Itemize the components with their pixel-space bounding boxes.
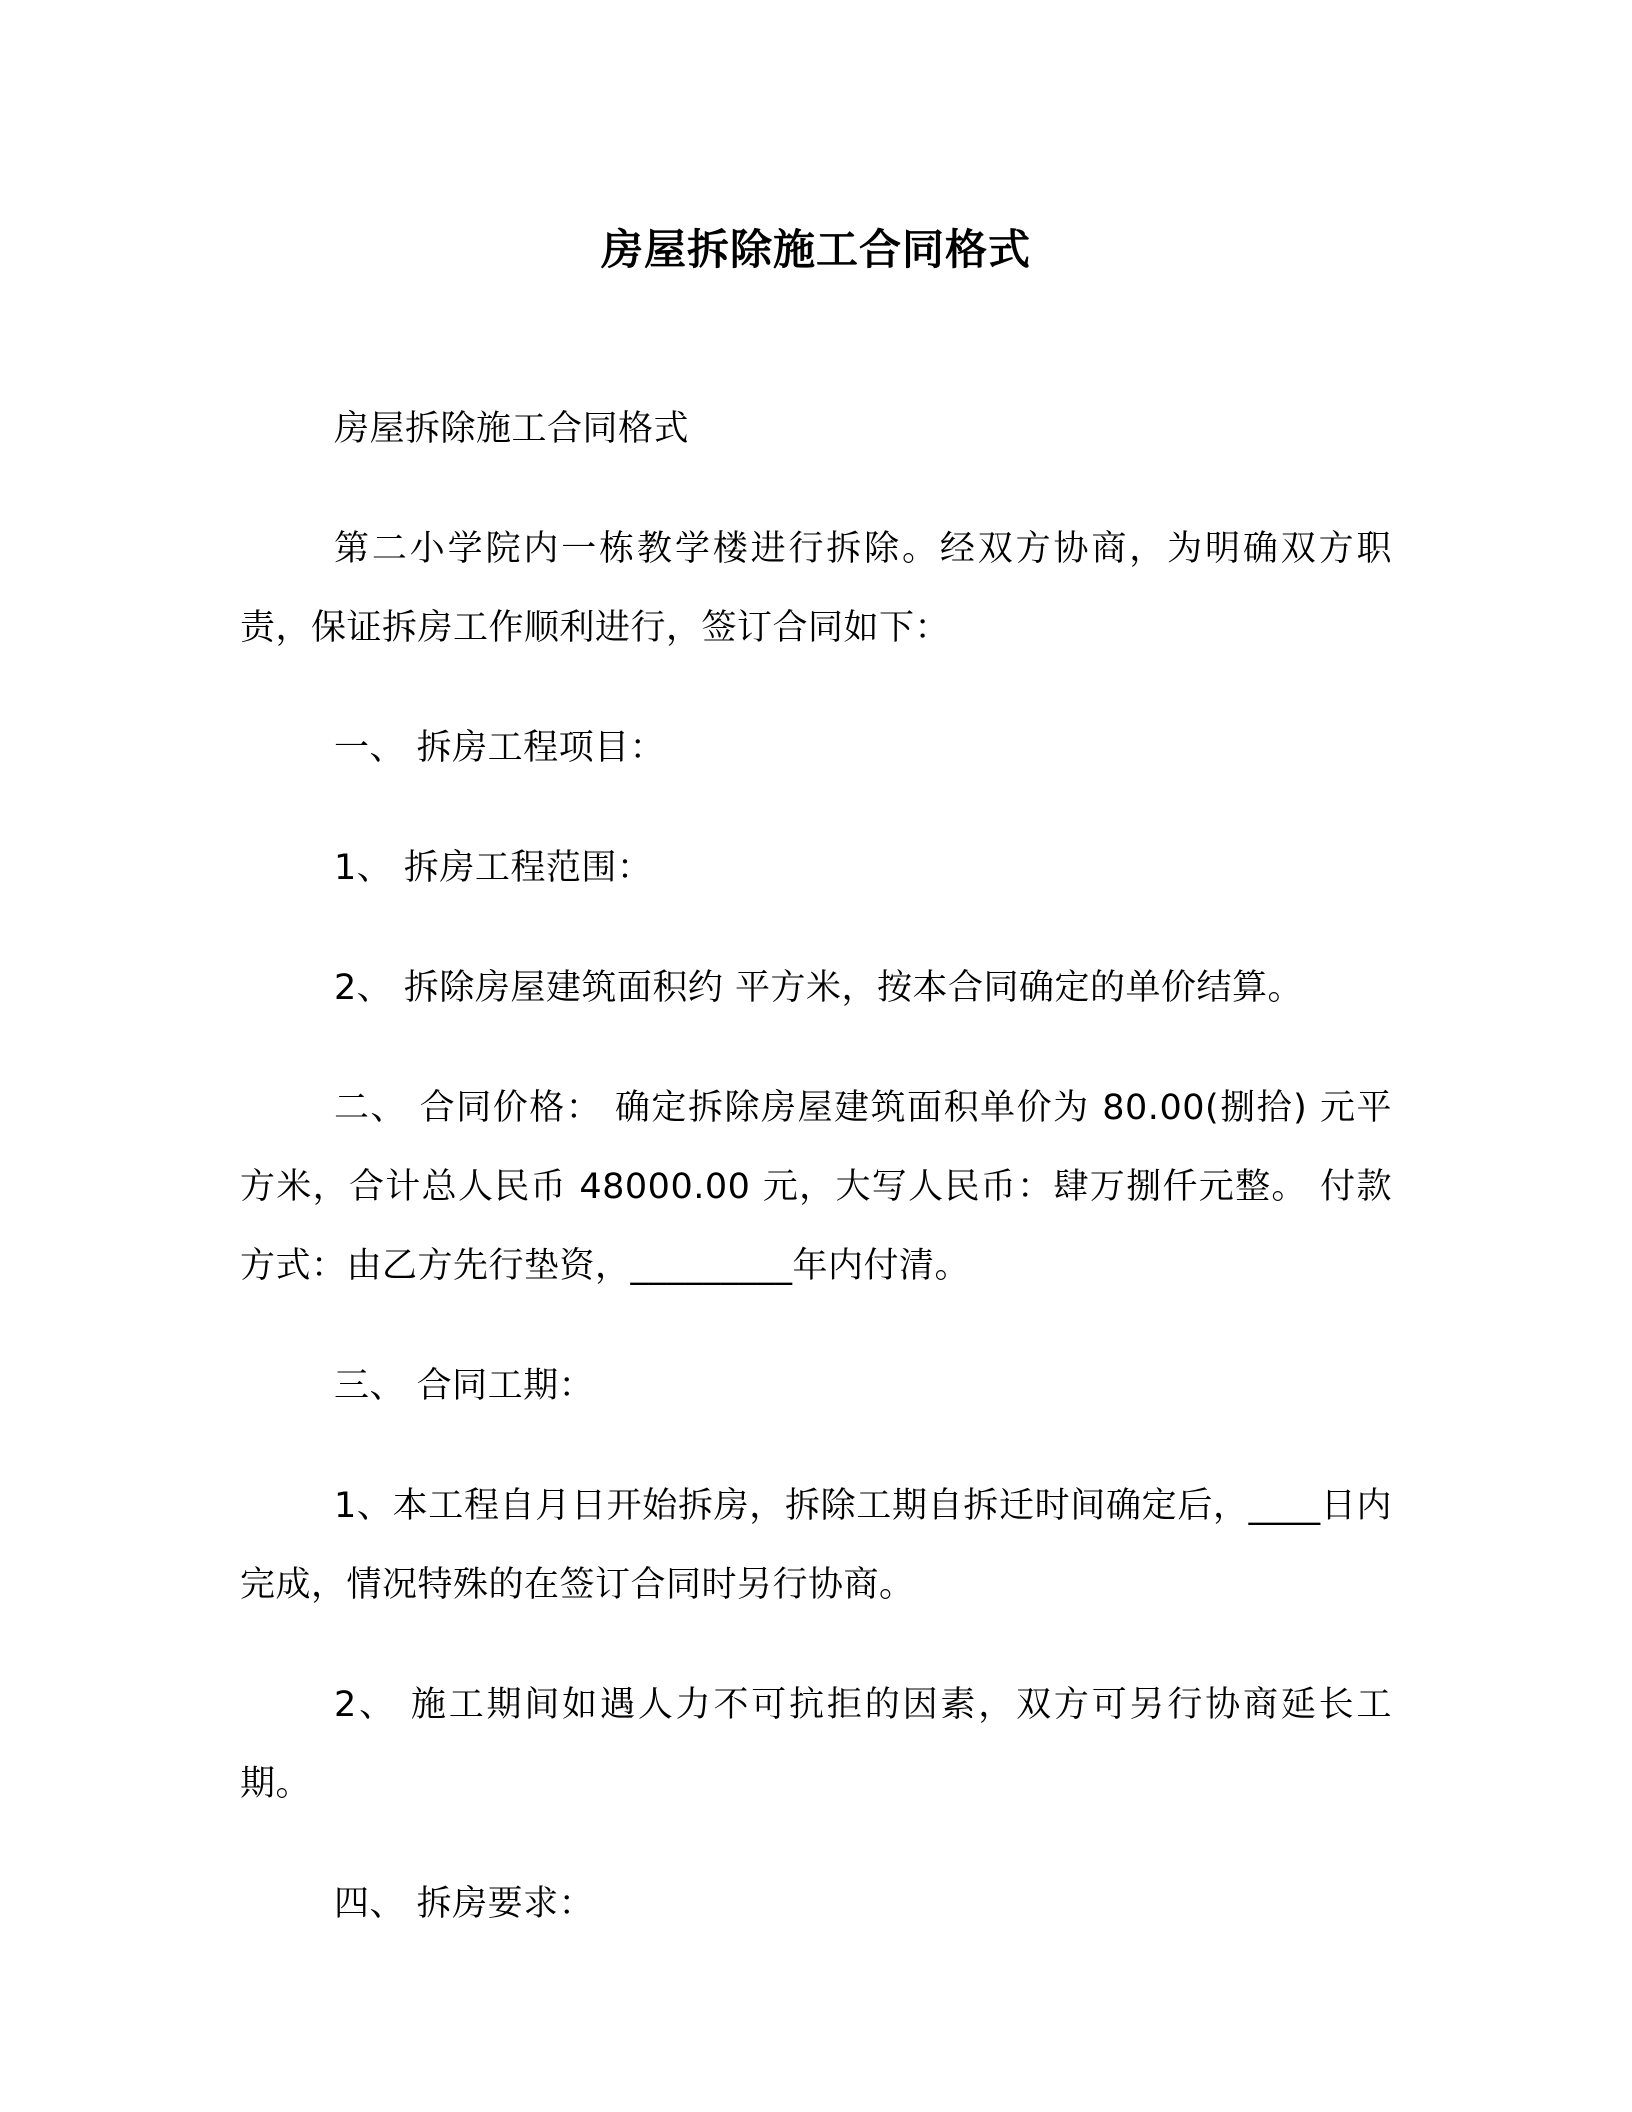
clause-schedule-start: 1、本工程自月日开始拆房，拆除工期自拆迁时间确定后，____日内完成，情况特殊的在签订合同时另行协商。: [240, 1486, 1392, 1605]
section-heading-schedule: 三、 合同工期：: [334, 1366, 595, 1406]
clause-area: 2、 拆除房屋建筑面积约 平方米，按本合同确定的单价结算。: [334, 968, 1304, 1008]
paragraph-intro: 第二小学院内一栋教学楼进行拆除。经双方协商，为明确双方职责，保证拆房工作顺利进行，签订合同如下：: [240, 529, 1392, 648]
section-heading-requirements: 四、 拆房要求：: [334, 1884, 595, 1924]
document-title: 房屋拆除施工合同格式: [600, 225, 1031, 274]
section-heading-project: 一、 拆房工程项目：: [334, 728, 666, 768]
clause-force-majeure: 2、 施工期间如遇人力不可抗拒的因素，双方可另行协商延长工期。: [240, 1685, 1392, 1804]
paragraph-subtitle: 房屋拆除施工合同格式: [334, 409, 690, 449]
clause-scope: 1、 拆房工程范围：: [334, 848, 653, 888]
section-contract-price: 二、 合同价格： 确定拆除房屋建筑面积单价为 80.00(捌拾) 元平方米，合计总人民币 48000.00 元，大写人民币：肆万捌仟元整。 付款方式：由乙方先行垫资，_________年内付清。: [240, 1088, 1392, 1286]
document-body: [240, 390, 1392, 1985]
